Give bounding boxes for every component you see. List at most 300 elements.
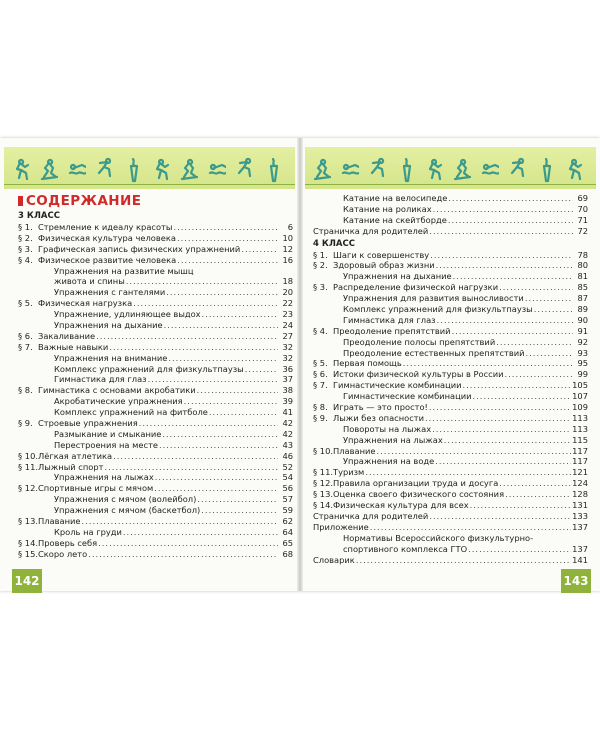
leader-dots — [209, 407, 278, 418]
toc-entry — [313, 435, 588, 446]
section-number: § 13. — [313, 489, 333, 500]
entry-title: Комплекс упражнений для физкультпаузы — [54, 363, 244, 374]
entry-page: 117 — [572, 445, 588, 456]
leader-dots — [505, 489, 571, 500]
toc-entry — [313, 522, 588, 533]
entry-title: Перестроения на месте — [54, 439, 159, 450]
section-number: § 11. — [18, 461, 38, 472]
toc-entry — [313, 348, 588, 359]
section-number: § 12. — [18, 483, 38, 494]
entry-title: Шаги к совершенству — [333, 249, 430, 260]
section-number: § 10. — [18, 450, 38, 461]
jumper-icon — [96, 157, 114, 183]
entry-page: 80 — [577, 260, 588, 271]
page-number-left: 142 — [12, 569, 42, 593]
toc-entry — [313, 315, 588, 326]
entry-page: 22 — [282, 298, 293, 309]
toc-entry — [313, 271, 588, 282]
toc-entry — [18, 451, 293, 462]
leader-dots — [453, 271, 573, 282]
leader-dots — [173, 222, 278, 233]
entry-title: Проверь себя — [38, 537, 98, 548]
entry-page: 56 — [282, 483, 293, 494]
entry-page: 16 — [282, 254, 293, 265]
toc-entry — [18, 407, 293, 418]
leader-dots — [148, 374, 278, 385]
leader-dots — [433, 204, 573, 215]
entry-title: Упражнения с мячом (волейбол) — [54, 494, 197, 505]
toc-entry — [18, 549, 293, 560]
entry-page: 27 — [282, 330, 293, 341]
leader-dots — [164, 320, 278, 331]
swimmer-icon — [341, 157, 359, 183]
section-number: § 3. — [18, 243, 33, 254]
entry-title: Комплекс упражнений для физкультпаузы — [343, 304, 533, 315]
section-number: § 14. — [313, 500, 333, 511]
leader-dots — [202, 309, 278, 320]
entry-page: 71 — [577, 214, 588, 225]
toc-entry — [313, 215, 588, 226]
entry-title: Играть — это просто! — [333, 402, 428, 413]
toc-entry — [18, 472, 293, 483]
toc-entry — [313, 282, 588, 293]
entry-page: 133 — [572, 510, 588, 521]
entry-title: Упражнения на внимание — [54, 352, 168, 363]
toc-entry — [18, 276, 293, 287]
leader-dots — [197, 494, 278, 505]
toc-entry — [18, 244, 293, 255]
skier-icon — [453, 157, 471, 183]
entry-title: Приложение — [313, 521, 369, 532]
leader-dots — [356, 555, 571, 566]
entry-title: Катание на скейтборде — [343, 214, 447, 225]
entry-title: Акробатические упражнения — [54, 396, 183, 407]
swimmer-icon — [208, 157, 226, 183]
entry-title: Оценка своего физического состояния — [333, 489, 505, 500]
entry-title: Преодоление полосы препятствий — [343, 336, 496, 347]
section-number: § 11. — [313, 467, 333, 478]
toc-entry — [313, 250, 588, 261]
entry-title: Упражнения на воде — [343, 456, 435, 467]
entry-title: Важные навыки — [38, 341, 109, 352]
entry-page: 68 — [282, 548, 293, 559]
entry-title: Повороты на лыжах — [343, 423, 432, 434]
toc-entry — [313, 402, 588, 413]
toc-entry — [313, 358, 588, 369]
entry-page: 32 — [282, 341, 293, 352]
leader-dots — [159, 440, 278, 451]
toc-entry — [313, 478, 588, 489]
toc-entry — [18, 320, 293, 331]
leader-dots — [241, 244, 278, 255]
entry-title: Размыкание и смыкание — [54, 428, 162, 439]
leader-dots — [155, 472, 278, 483]
toc-entry — [18, 353, 293, 364]
toc-entry — [313, 467, 588, 478]
entry-title: Преодоление естественных препятствий — [343, 347, 525, 358]
leader-dots — [126, 276, 278, 287]
entry-title: Физическая культура для всех — [333, 500, 469, 511]
entry-title: Упражнения на развитие мышц — [54, 265, 194, 276]
toc-entry — [313, 456, 588, 467]
toc-entry — [18, 505, 293, 516]
leader-dots — [168, 353, 278, 364]
leader-dots — [505, 369, 573, 380]
section-number: § 9. — [313, 412, 328, 423]
grade-heading-3: 3 КЛАСС — [18, 211, 60, 221]
leader-dots — [430, 250, 573, 261]
leader-dots — [370, 522, 571, 533]
toc-entry — [313, 204, 588, 215]
toc-entry — [313, 533, 588, 544]
toc-entry — [313, 500, 588, 511]
toc-entry — [18, 266, 293, 277]
entry-page: 92 — [577, 336, 588, 347]
toc-entry — [18, 233, 293, 244]
entry-page: 89 — [577, 304, 588, 315]
toc-list-right-bottom — [313, 511, 588, 565]
leader-dots — [534, 304, 573, 315]
toc-entry — [18, 342, 293, 353]
toc-entry — [18, 396, 293, 407]
toc-entry — [18, 255, 293, 266]
entry-title: Физическое развитие человека — [38, 254, 177, 265]
entry-page: 115 — [572, 434, 588, 445]
leader-dots — [470, 500, 572, 511]
entry-title: Первая помощь — [333, 358, 402, 369]
entry-title: Гимнастика для глаз — [54, 374, 147, 385]
entry-title: Гимнастика для глаз — [343, 314, 436, 325]
entry-page: 117 — [572, 456, 588, 467]
toc-entry — [18, 298, 293, 309]
section-number: § 4. — [18, 254, 33, 265]
swimmer-icon — [68, 157, 86, 183]
entry-title: Физическая культура человека — [38, 232, 176, 243]
leader-dots — [436, 260, 573, 271]
entry-page: 72 — [577, 225, 588, 236]
leader-dots — [109, 342, 278, 353]
entry-page: 64 — [282, 526, 293, 537]
torch-icon — [397, 157, 415, 183]
entry-page: 137 — [572, 543, 588, 554]
toc-entry — [313, 380, 588, 391]
entry-title: Упражнения с гантелями — [54, 287, 166, 298]
leader-dots — [429, 226, 573, 237]
leader-dots — [473, 391, 572, 402]
entry-page: 99 — [577, 369, 588, 380]
leader-dots — [499, 282, 573, 293]
entry-title: Спортивные игры с мячом — [38, 483, 154, 494]
toc-entry — [18, 429, 293, 440]
leader-dots — [429, 402, 571, 413]
entry-title: Лёгкая атлетика — [38, 450, 113, 461]
leader-dots — [496, 337, 573, 348]
section-number: § 2. — [18, 232, 33, 243]
section-number: § 5. — [18, 298, 33, 309]
entry-title: Упражнение, удлиняющее выдох — [54, 309, 201, 320]
entry-page: 107 — [572, 391, 588, 402]
entry-title: Лыжи без опасности — [333, 412, 424, 423]
leader-dots — [133, 298, 278, 309]
entry-title: Упражнения на лыжах — [54, 472, 154, 483]
leader-dots — [96, 331, 278, 342]
entry-page: 87 — [577, 293, 588, 304]
entry-page: 23 — [282, 309, 293, 320]
jumper-icon — [236, 157, 254, 183]
leader-dots — [82, 516, 278, 527]
entry-page: 109 — [572, 402, 588, 413]
toc-entry — [313, 260, 588, 271]
entry-title: Упражнения с мячом (баскетбол) — [54, 505, 201, 516]
entry-page: 105 — [572, 380, 588, 391]
leader-dots — [184, 396, 278, 407]
section-number: § 10. — [313, 445, 333, 456]
toc-entry — [18, 516, 293, 527]
section-number: § 9. — [18, 418, 33, 429]
entry-title: Распределение физической нагрузки — [333, 282, 499, 293]
entry-page: 95 — [577, 358, 588, 369]
entry-page: 12 — [282, 243, 293, 254]
skier-icon — [180, 157, 198, 183]
leader-dots — [104, 462, 278, 473]
toc-entry — [313, 193, 588, 204]
entry-title: Упражнения на дыхание — [343, 271, 452, 282]
toc-entry — [313, 326, 588, 337]
torch-icon — [124, 157, 142, 183]
section-number: § 7. — [18, 341, 33, 352]
entry-page: 141 — [572, 554, 588, 565]
toc-list-left — [18, 222, 293, 560]
entry-page: 42 — [282, 418, 293, 429]
leader-dots — [88, 549, 278, 560]
toc-entry — [18, 538, 293, 549]
leader-dots — [448, 215, 573, 226]
entry-title: Катание на велосипеде — [343, 193, 448, 203]
entry-page: 6 — [287, 222, 293, 232]
toc-list-right-top — [313, 193, 588, 237]
toc-entry — [18, 385, 293, 396]
entry-page: 113 — [572, 412, 588, 423]
entry-page: 39 — [282, 396, 293, 407]
leader-dots — [463, 380, 572, 391]
running-athlete-icon — [425, 157, 443, 183]
section-number: § 8. — [18, 385, 33, 396]
left-page — [18, 193, 293, 560]
toc-entry — [18, 374, 293, 385]
entry-page: 131 — [572, 500, 588, 511]
leader-dots — [177, 233, 278, 244]
toc-entry — [313, 369, 588, 380]
leader-dots — [177, 255, 278, 266]
entry-title: Страничка для родителей — [313, 510, 429, 521]
book-spine — [297, 138, 303, 591]
entry-page: 32 — [282, 352, 293, 363]
entry-page: 41 — [282, 407, 293, 418]
entry-page: 62 — [282, 516, 293, 527]
entry-page: 38 — [282, 385, 293, 396]
section-number: § 12. — [313, 478, 333, 489]
entry-title: Гимнастические комбинации — [343, 391, 472, 402]
leader-dots — [365, 467, 571, 478]
entry-title: Строевые упражнения — [38, 418, 138, 429]
section-number: § 14. — [18, 537, 38, 548]
entry-page: 54 — [282, 472, 293, 483]
entry-page: 70 — [577, 203, 588, 214]
leader-dots — [425, 413, 571, 424]
entry-page: 52 — [282, 461, 293, 472]
entry-page: 78 — [577, 249, 588, 260]
entry-page: 65 — [282, 537, 293, 548]
entry-title: Закаливание — [38, 330, 96, 341]
entry-title: Скоро лето — [38, 548, 88, 559]
jumper-icon — [509, 157, 527, 183]
leader-dots — [201, 505, 278, 516]
entry-page: 36 — [282, 363, 293, 374]
skier-icon — [313, 157, 331, 183]
toc-entry — [313, 413, 588, 424]
section-number: § 13. — [18, 516, 38, 527]
entry-title: Нормативы Всероссийского физкультурно- — [343, 532, 534, 543]
entry-title: Упражнения на лыжах — [343, 434, 443, 445]
entry-page: 69 — [577, 193, 588, 203]
entry-title: Упражнения для развития выносливости — [343, 293, 524, 304]
page-number-right: 143 — [561, 569, 591, 593]
toc-entry — [313, 489, 588, 500]
grade-heading-4: 4 КЛАСС — [313, 238, 355, 249]
toc-entry — [18, 364, 293, 375]
entry-title: Страничка для родителей — [313, 225, 429, 236]
decor-band-right — [305, 147, 596, 189]
entry-title: Здоровый образ жизни — [333, 260, 435, 271]
entry-title: Словарик — [313, 554, 355, 565]
entry-page: 93 — [577, 347, 588, 358]
right-page — [313, 193, 588, 565]
jumper-icon — [369, 157, 387, 183]
entry-title: Плавание — [38, 516, 81, 527]
entry-page: 91 — [577, 325, 588, 336]
leader-dots — [245, 364, 278, 375]
toc-entry — [18, 222, 293, 233]
toc-entry — [18, 331, 293, 342]
entry-title: Правила организации труда и досуга — [333, 478, 499, 489]
section-number: § 8. — [313, 402, 328, 413]
page-title: СОДЕРЖАНИЕ — [18, 193, 293, 209]
toc-entry — [313, 446, 588, 457]
entry-title: живота и спины — [54, 276, 125, 287]
entry-title: Гимнастика с основами акробатики — [38, 385, 196, 396]
entry-page: 85 — [577, 282, 588, 293]
leader-dots — [139, 418, 278, 429]
torch-icon — [264, 157, 282, 183]
skier-icon — [40, 157, 58, 183]
toc-entry — [313, 293, 588, 304]
entry-page: 46 — [282, 450, 293, 461]
leader-dots — [429, 511, 571, 522]
entry-title: Упражнения на дыхание — [54, 320, 163, 331]
section-number: § 2. — [313, 260, 328, 271]
leader-dots — [525, 293, 573, 304]
entry-title: Катание на роликах — [343, 203, 432, 214]
leader-dots — [166, 287, 278, 298]
entry-title: Лыжный спорт — [38, 461, 104, 472]
toc-entry — [313, 555, 588, 566]
section-number: § 4. — [313, 325, 328, 336]
leader-dots — [499, 478, 571, 489]
entry-page: 128 — [572, 489, 588, 500]
toc-entry — [18, 287, 293, 298]
leader-dots — [154, 483, 278, 494]
entry-title: спортивного комплекса ГТО — [343, 543, 468, 554]
section-number: § 7. — [313, 380, 328, 391]
section-number: § 3. — [313, 282, 328, 293]
toc-entry — [313, 304, 588, 315]
entry-page: 20 — [282, 287, 293, 298]
swimmer-icon — [481, 157, 499, 183]
leader-dots — [98, 538, 278, 549]
entry-title: Кроль на груди — [54, 526, 122, 537]
section-number: § 5. — [313, 358, 328, 369]
entry-page: 10 — [282, 232, 293, 243]
section-number: § 15. — [18, 548, 38, 559]
toc-entry — [18, 440, 293, 451]
leader-dots — [444, 435, 571, 446]
entry-page: 137 — [572, 521, 588, 532]
leader-dots — [377, 446, 572, 457]
entry-page: 24 — [282, 320, 293, 331]
entry-page: 37 — [282, 374, 293, 385]
entry-title: Стремление к идеалу красоты — [38, 222, 173, 232]
entry-page: 113 — [572, 423, 588, 434]
toc-entry — [18, 462, 293, 473]
entry-title: Преодоление препятствий — [333, 325, 451, 336]
running-athlete-icon — [12, 157, 30, 183]
entry-title: Туризм — [333, 467, 365, 478]
entry-page: 81 — [577, 271, 588, 282]
leader-dots — [452, 326, 573, 337]
toc-entry — [313, 544, 588, 555]
entry-title: Гимнастические комбинации — [333, 380, 462, 391]
section-number: § 6. — [18, 330, 33, 341]
leader-dots — [468, 544, 571, 555]
section-number: § 6. — [313, 369, 328, 380]
entry-title: Истоки физической культуры в России — [333, 369, 504, 380]
toc-entry — [313, 511, 588, 522]
entry-page: 43 — [282, 439, 293, 450]
entry-page: 59 — [282, 505, 293, 516]
section-number: § 1. — [18, 222, 33, 232]
section-number: § 1. — [313, 249, 328, 260]
entry-page: 42 — [282, 428, 293, 439]
leader-dots — [123, 527, 278, 538]
toc-entry — [18, 483, 293, 494]
toc-entry — [313, 391, 588, 402]
entry-page: 121 — [572, 467, 588, 478]
running-athlete-icon — [152, 157, 170, 183]
entry-page: 57 — [282, 494, 293, 505]
toc-entry — [18, 309, 293, 320]
toc-entry — [313, 337, 588, 348]
entry-page: 124 — [572, 478, 588, 489]
entry-title: Физическая нагрузка — [38, 298, 133, 309]
leader-dots — [448, 193, 573, 204]
toc-entry — [18, 494, 293, 505]
leader-dots — [526, 348, 573, 359]
entry-title: Комплекс упражнений на фитболе — [54, 407, 208, 418]
toc-entry — [313, 226, 588, 237]
leader-dots — [437, 315, 573, 326]
leader-dots — [113, 451, 278, 462]
entry-title: Графическая запись физических упражнений — [38, 243, 241, 254]
